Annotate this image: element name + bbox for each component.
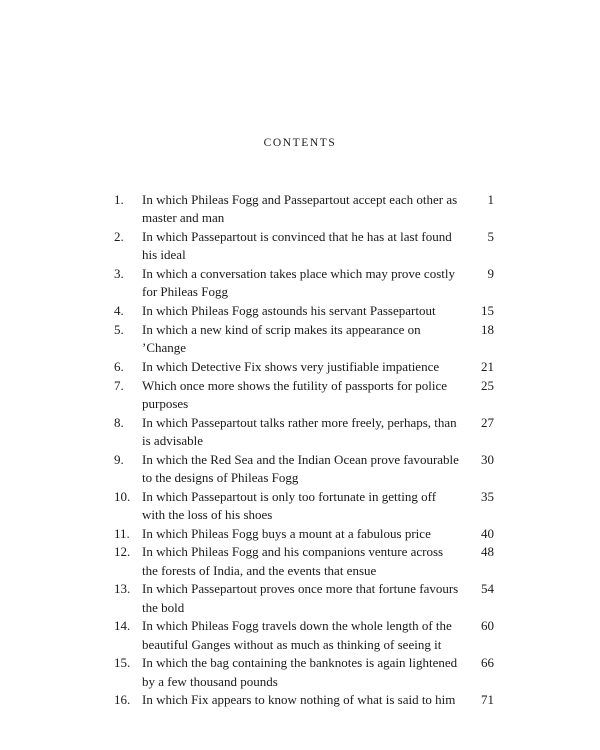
- toc-entry: [108, 451, 494, 487]
- chapter-number: 12.: [114, 544, 131, 560]
- chapter-number: 11.: [114, 525, 130, 541]
- chapter-number: 16.: [114, 692, 131, 708]
- toc-entry: [108, 358, 494, 376]
- toc-entry: [108, 377, 494, 413]
- page-number: 1: [487, 192, 494, 207]
- chapter-title: In which Phileas Fogg and his companions venture across the forests of India, and the events that ensue: [142, 544, 444, 578]
- chapter-number: 1.: [114, 192, 124, 207]
- toc-entry: [108, 580, 494, 616]
- toc-entry: [108, 302, 494, 320]
- chapter-title: In which a conversation takes place which may prove costly for Phileas Fogg: [142, 266, 455, 300]
- chapter-number: 15.: [114, 655, 131, 671]
- chapter-title: In which the Red Sea and the Indian Ocean prove favourable to the designs of Phileas Fogg: [142, 451, 459, 485]
- toc-entry: [108, 321, 494, 357]
- chapter-title: In which Phileas Fogg astounds his servant Passepartout: [142, 303, 436, 318]
- chapter-number: 8.: [114, 414, 124, 430]
- page-number: 60: [481, 618, 494, 634]
- page-number: 25: [481, 377, 494, 393]
- toc-entry: [108, 488, 494, 524]
- chapter-number: 7.: [114, 377, 124, 393]
- page-number: 9: [487, 266, 494, 281]
- chapter-title: In which Passepartout proves once more that fortune favours the bold: [142, 581, 459, 615]
- chapter-number: 5.: [114, 321, 124, 337]
- toc-entry: [108, 414, 494, 450]
- page-number: 54: [481, 581, 494, 597]
- chapter-number: 2.: [114, 229, 124, 244]
- page-number: 15: [481, 303, 494, 318]
- toc-entry: [108, 654, 494, 690]
- chapter-title: In which a new kind of scrip makes its appearance on ’Change: [142, 321, 421, 355]
- chapter-number: 14.: [114, 618, 131, 634]
- chapter-title: In which Passepartout is convinced that he has at last found his ideal: [142, 229, 452, 263]
- chapter-number: 3.: [114, 266, 124, 281]
- page-number: 66: [481, 655, 494, 671]
- chapter-number: 13.: [114, 581, 131, 597]
- chapter-number: 10.: [114, 488, 131, 504]
- chapter-title: In which Passepartout talks rather more freely, perhaps, than is advisable: [142, 414, 457, 448]
- page-number: 18: [481, 321, 494, 337]
- chapter-title: In which Passepartout is only too fortunate in getting off with the loss of his shoes: [142, 488, 437, 522]
- toc-entry: [108, 543, 494, 579]
- chapter-number: 9.: [114, 451, 124, 467]
- page-number: 40: [481, 525, 494, 541]
- chapter-title: In which Phileas Fogg travels down the whole length of the beautiful Ganges without as much as thinking of seeing it: [142, 618, 452, 652]
- page-number: 35: [481, 488, 494, 504]
- toc-entry: [108, 525, 494, 543]
- page-number: 27: [481, 414, 494, 430]
- toc-entry: [108, 265, 494, 301]
- chapter-title: In which Phileas Fogg and Passepartout accept each other as master and man: [142, 192, 458, 226]
- page-number: 48: [481, 544, 494, 560]
- toc-entry: [108, 691, 494, 709]
- toc-entry: [108, 191, 494, 227]
- page-number: 71: [481, 692, 494, 708]
- chapter-title: Which once more shows the futility of passports for police purposes: [142, 377, 448, 411]
- chapter-number: 6.: [114, 358, 124, 374]
- page-number: 5: [487, 229, 494, 244]
- chapter-title: In which Detective Fix shows very justifiable impatience: [142, 358, 440, 374]
- chapter-number: 4.: [114, 303, 124, 318]
- chapter-title: In which Fix appears to know nothing of what is said to him: [142, 692, 456, 708]
- chapter-title: In which the bag containing the banknotes is again lightened by a few thousand pounds: [142, 655, 458, 689]
- toc-entry: [108, 617, 494, 653]
- page-number: 21: [481, 358, 494, 374]
- contents-heading: CONTENTS: [263, 137, 337, 149]
- page-number: 30: [481, 451, 494, 467]
- table-of-contents: [108, 191, 494, 710]
- chapter-title: In which Phileas Fogg buys a mount at a fabulous price: [142, 525, 431, 541]
- toc-entry: [108, 228, 494, 264]
